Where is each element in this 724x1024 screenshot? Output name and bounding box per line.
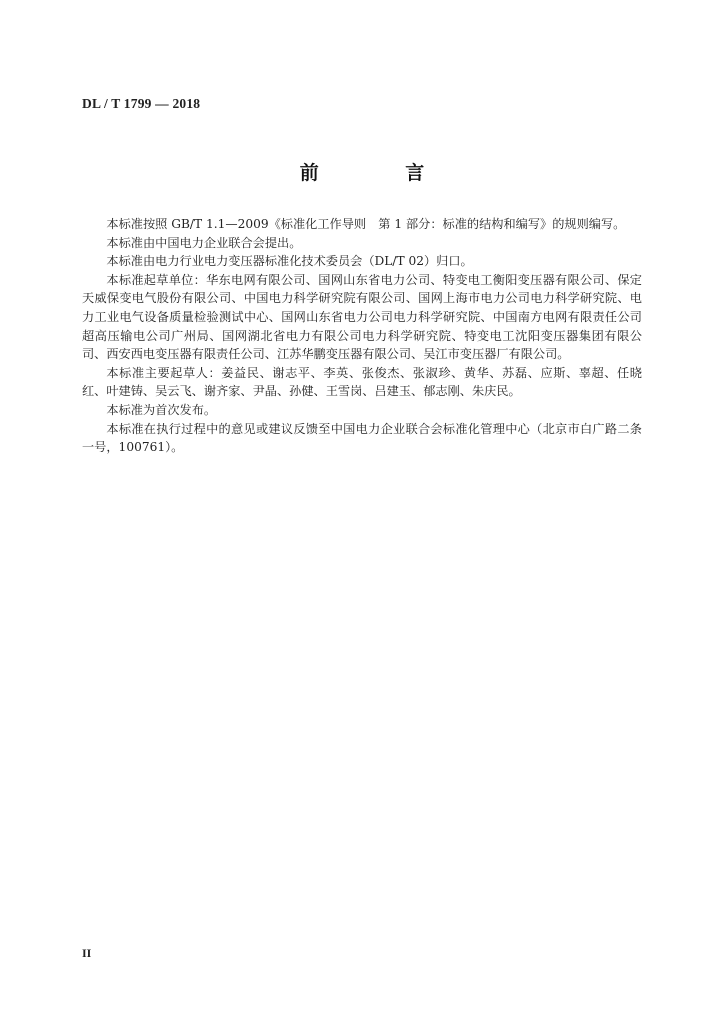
standard-code: DL / T 1799 — 2018 [82,96,201,111]
page-title: 前 言 [299,162,465,184]
foreword-body [82,215,642,457]
paragraph-technical-committee: 本标准由电力行业电力变压器标准化技术委员会（DL/T 02）归口。 [106,254,473,269]
paragraph-drafting-units: 本标准起草单位：华东电网有限公司、国网山东省电力公司、特变电工衡阳变压器有限公司、保定天威保变电气股份有限公司、中国电力科学研究院有限公司、国网上海市电力公司电力科学研究院、电力工业电气设备质量检验测试中心、国网山东省电力公司电力科学研究院、中国南方电网有限责任公司超高压输电公司广州局、国网湖北省电力有限公司电力科学研究院、特变电工沈阳变压器集团有限公司、西安西电变压器有限责任公司、江苏华鹏变压器有限公司、吴江市变压器厂有限公司。 [82,272,642,362]
paragraph-drafting-rules: 本标准按照 GB/T 1.1—2009《标准化工作导则 第 1 部分：标准的结构和编写》的规则编写。 [106,217,626,231]
paragraph-main-drafters: 本标准主要起草人：姜益民、谢志平、李英、张俊杰、张淑珍、黄华、苏磊、应斯、辜超、任晓红、叶建铸、吴云飞、谢齐家、尹晶、孙健、王雪岗、吕建玉、郁志刚、朱庆民。 [82,365,642,399]
paragraph-feedback: 本标准在执行过程中的意见或建议反馈至中国电力企业联合会标准化管理中心（北京市白广路二条一号，100761）。 [82,421,642,455]
paragraph-proposer: 本标准由中国电力企业联合会提出。 [106,235,302,250]
paragraph-first-release: 本标准为首次发布。 [106,402,217,417]
page-number: II [82,946,92,960]
